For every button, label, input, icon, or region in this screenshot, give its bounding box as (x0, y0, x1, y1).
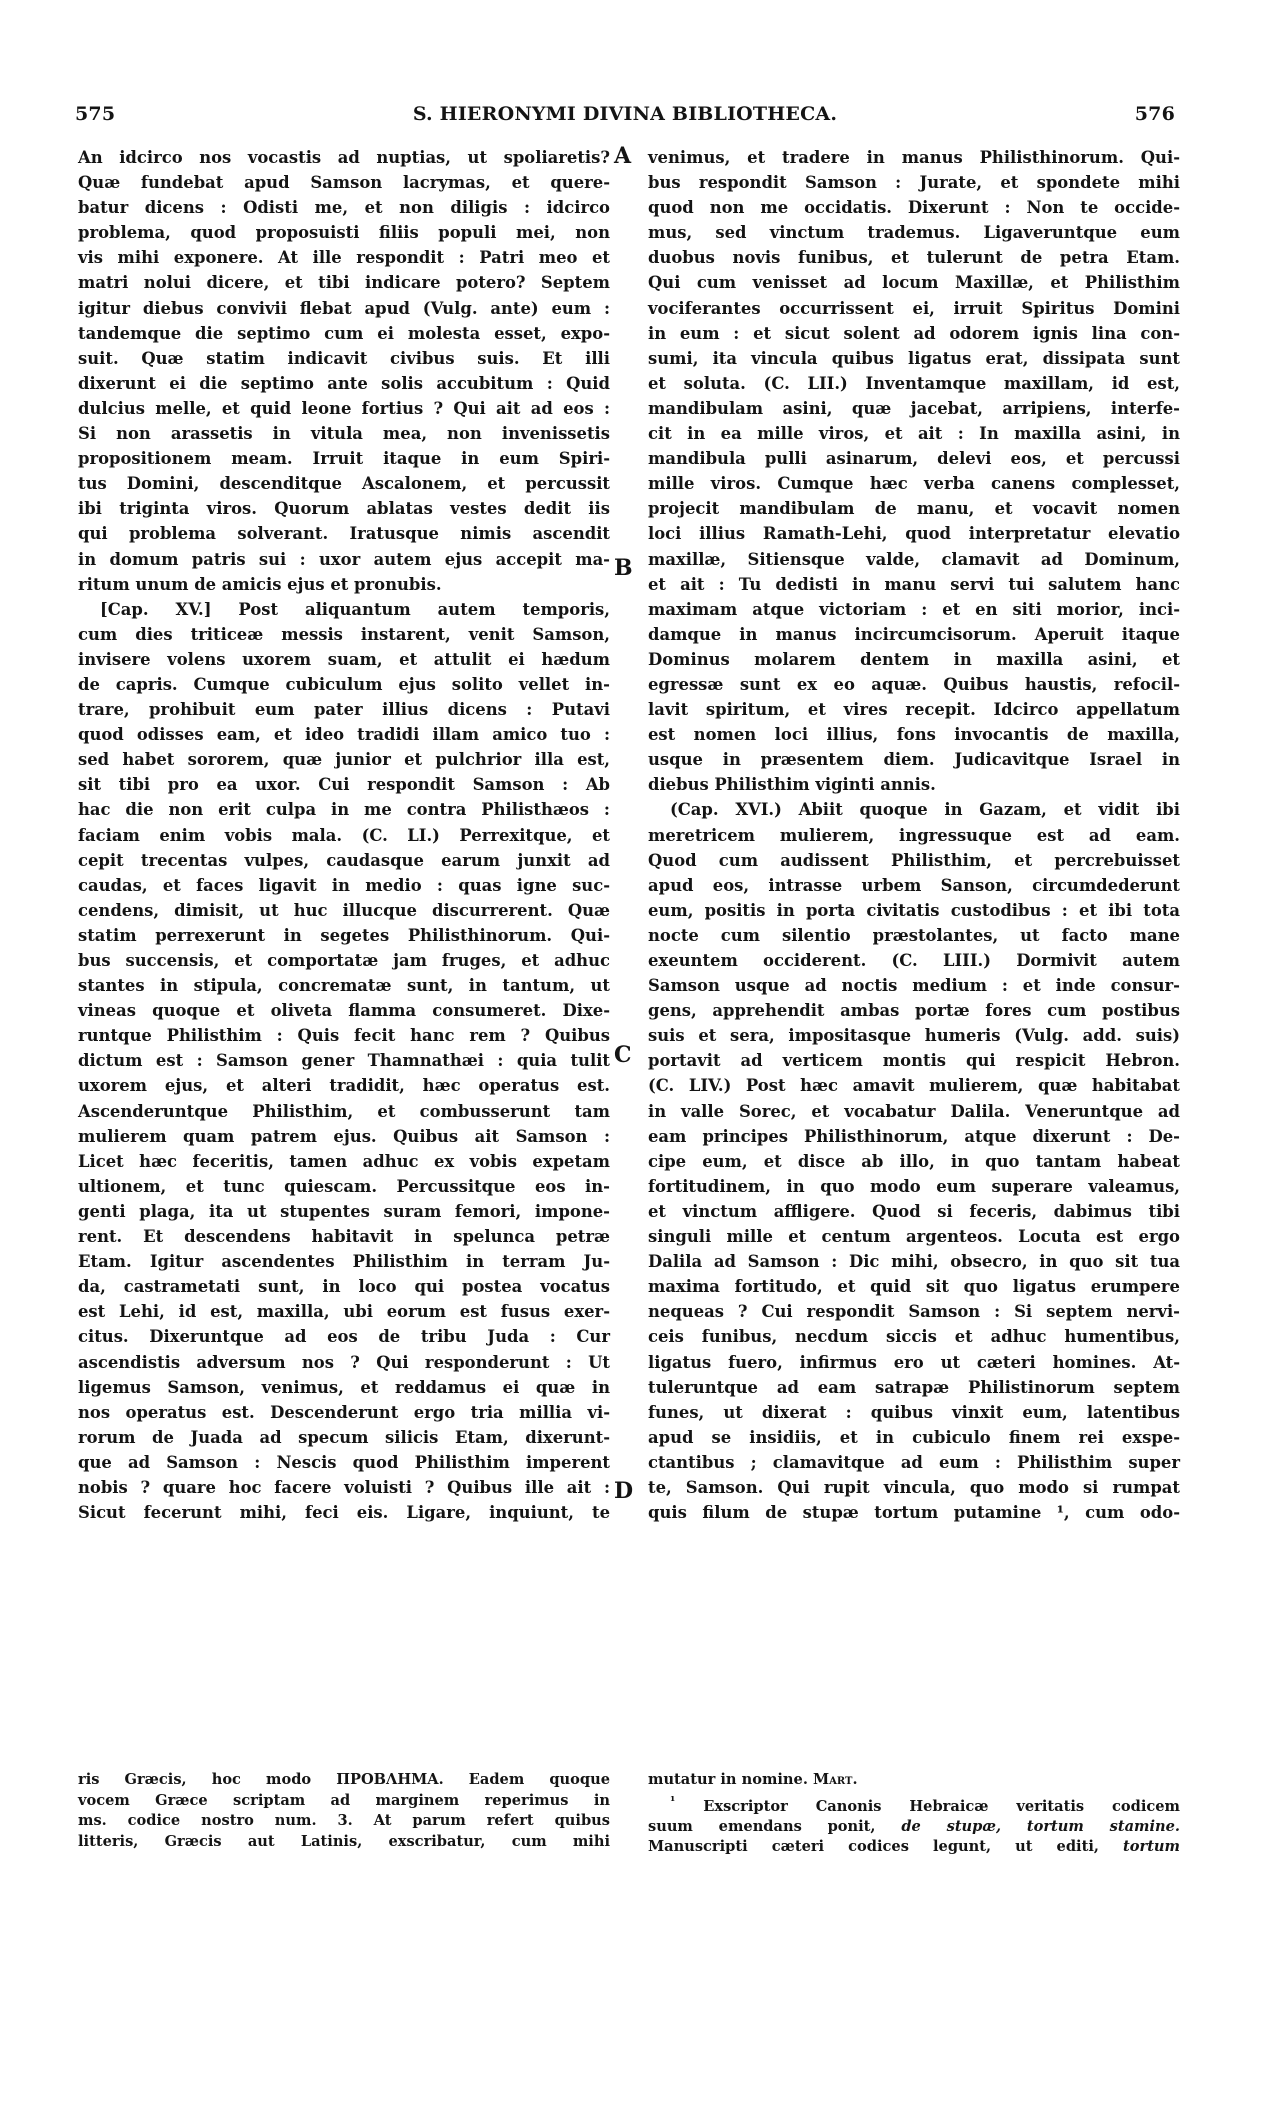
text-line: dixerunt ei die septimo ante solis accubitum : Quid (78, 373, 610, 393)
text-line: Dominus molarem dentem in maxilla asini, et (648, 649, 1180, 669)
text-line: ritum unum de amicis ejus et pronubis. (78, 574, 442, 594)
text-line: in domum patris sui : uxor autem ejus accepit ma- (78, 549, 610, 569)
text-line: nocte cum silentio præstolantes, ut facto mane (648, 925, 1180, 945)
footnote-line: vocem Græce scriptam ad marginem reperimus in (78, 1791, 610, 1809)
text-line: quis filum de stupæ tortum putamine ¹, cum odo- (648, 1503, 1180, 1523)
text-line: cendens, dimisit, ut huc illucque discurrerent. Quæ (78, 900, 610, 920)
text-line: damque in manus incircumcisorum. Aperuit itaque (648, 624, 1180, 644)
footnote-line (648, 1817, 1180, 1838)
text-line: in eum : et sicut solent ad odorem ignis lina con- (648, 323, 1180, 343)
text-line: uxorem ejus, et alteri tradidit, hæc operatus est. (78, 1076, 610, 1096)
text-line: mandibula pulli asinarum, delevi eos, et percussi (648, 449, 1180, 469)
footnote-line (648, 1770, 1180, 1791)
text-line: Si non arassetis in vitula mea, non invenissetis (78, 424, 610, 444)
footnote-marker: ¹ (670, 1793, 676, 1808)
text-line: tus Domini, descenditque Ascalonem, et percussit (78, 474, 610, 494)
text-line: faciam enim vobis mala. (C. LI.) Perrexitque, et (78, 825, 610, 845)
text-line: hac die non erit culpa in me contra Philisthæos : (78, 800, 610, 820)
text-line: singuli mille et centum argenteos. Locuta est ergo (648, 1227, 1180, 1247)
footnote-line (648, 1837, 1180, 1858)
text-line: rorum de Juada ad specum silicis Etam, dixerunt- (78, 1427, 610, 1447)
text-line: An idcirco nos vocastis ad nuptias, ut spoliaretis? (78, 148, 610, 167)
text-line: batur dicens : Odisti me, et non diligis : idcirco (78, 198, 610, 218)
text-line: da, castrametati sunt, in loco qui postea vocatus (78, 1277, 610, 1297)
text-line: Ascenderuntque Philisthim, et combusserunt tam (78, 1101, 610, 1121)
text-line: egressæ sunt ex eo aquæ. Quibus haustis, refocil- (648, 674, 1180, 694)
text-line: vineas quoque et oliveta flamma consumeret. Dixe- (78, 1001, 610, 1021)
text-line: que ad Samson : Nescis quod Philisthim imperent (78, 1452, 610, 1472)
text-line: Qui cum venisset ad locum Maxillæ, et Philisthim (648, 273, 1180, 293)
text-line: tuleruntque ad eam satrapæ Philistinorum septem (648, 1377, 1180, 1397)
text-line: dictum est : Samson gener Thamnathæi : quia tulit (78, 1051, 610, 1071)
text-line: est Lehi, id est, maxilla, ubi eorum est fusus exer- (78, 1302, 610, 1322)
text-line: ultionem, et tunc quiescam. Percussitque eos in- (78, 1176, 610, 1196)
text-line: qui problema solverant. Iratusque nimis ascendit (78, 524, 610, 544)
text-line: duobus novis funibus, et tulerunt de petra Etam. (648, 248, 1180, 268)
page-number-left: 575 (75, 103, 116, 125)
text-line: eum, positis in porta civitatis custodibus : et ibi tota (648, 900, 1180, 920)
footnote-text: Exscriptor Canonis Hebraicæ veritatis codicem (675, 1797, 1180, 1815)
footnotes-left (78, 1770, 610, 1852)
footnote-line: litteris, Græcis aut Latinis, exscribatur, cum mihi (78, 1832, 610, 1850)
margin-marker-c: C (614, 1042, 632, 1068)
text-line: fortitudinem, in quo modo eum superare valeamus, (648, 1176, 1180, 1196)
text-line: mulierem quam patrem ejus. Quibus ait Samson : (78, 1126, 610, 1146)
footnote-line: ris Græcis, hoc modo ΠΡΟΒΛΗΜΑ. Eadem quoque (78, 1771, 610, 1788)
text-line: rent. Et descendens habitavit in spelunca petræ (78, 1227, 610, 1247)
text-line: apud eos, intrasse urbem Sanson, circumdederunt (648, 875, 1180, 895)
footnote-line: ms. codice nostro num. 3. At parum refert quibus (78, 1812, 610, 1829)
text-line: caudas, et faces ligavit in medio : quas igne suc- (78, 875, 610, 895)
text-line: diebus Philisthim viginti annis. (648, 775, 936, 795)
text-line: suit. Quæ statim indicavit civibus suis. Et illi (78, 348, 610, 368)
text-line: sed habet sororem, quæ junior et pulchrior illa est, (78, 750, 610, 770)
text-line: dulcius melle, et quid leone fortius ? Qui ait ad eos : (78, 398, 610, 418)
margin-marker-d: D (614, 1478, 634, 1504)
text-line: invisere volens uxorem suam, et attulit ei hædum (78, 649, 610, 669)
text-line: stantes in stipula, concrematæ sunt, in tantum, ut (78, 976, 610, 996)
running-header (75, 103, 1175, 133)
text-line: loci illius Ramath-Lehi, quod interpretatur elevatio (648, 524, 1180, 544)
text-line: tandemque die septimo cum ei molesta esset, expo- (78, 323, 610, 343)
text-line: cepit trecentas vulpes, caudasque earum junxit ad (78, 850, 610, 870)
text-line: citus. Dixeruntque ad eos de tribu Juda : Cur (78, 1327, 610, 1347)
text-line: Quod cum audissent Philisthim, et percrebuisset (648, 850, 1180, 870)
text-line: propositionem meam. Irruit itaque in eum Spiri- (78, 449, 610, 469)
text-line: Quæ fundebat apud Samson lacrymas, et quere- (78, 173, 610, 193)
margin-marker-b: B (614, 555, 633, 581)
footnote-text: suum emendans ponit, (648, 1817, 902, 1835)
text-line: maximam atque victoriam : et en siti morior, inci- (648, 599, 1180, 619)
text-line: et soluta. (C. LII.) Inventamque maxillam, id est, (648, 373, 1180, 393)
text-line: quod odisses eam, et ideo tradidi illam amico tuo : (78, 725, 610, 745)
text-line: funes, ut dixerat : quibus vinxit eum, latentibus (648, 1402, 1180, 1422)
text-line: Samson usque ad noctis medium : et inde consur- (648, 976, 1180, 996)
text-line: ligemus Samson, venimus, et reddamus ei quæ in (78, 1377, 610, 1397)
text-line: bus respondit Samson : Jurate, et spondete mihi (648, 173, 1180, 193)
text-line: trare, prohibuit eum pater illius dicens : Putavi (78, 700, 610, 720)
text-line: gens, apprehendit ambas portæ fores cum postibus (648, 1001, 1180, 1021)
text-line: vociferantes occurrissent ei, irruit Spiritus Domini (648, 298, 1180, 318)
left-column (78, 145, 610, 1525)
footnotes-right (648, 1770, 1180, 1858)
text-line: venimus, et tradere in manus Philisthinorum. Qui- (648, 148, 1180, 167)
text-line: te, Samson. Qui rupit vincula, quo modo si rumpat (648, 1477, 1180, 1497)
text-line: runtque Philisthim : Quis fecit hanc rem ? Quibus (78, 1026, 610, 1046)
text-line: portavit ad verticem montis qui respicit Hebron. (648, 1051, 1180, 1071)
text-line: Etam. Igitur ascendentes Philisthim in terram Ju- (78, 1252, 610, 1272)
page-number-right: 576 (1134, 103, 1175, 125)
text-line: mandibulam asini, quæ jacebat, arripiens, interfe- (648, 398, 1180, 418)
right-column (648, 145, 1180, 1525)
footnote-author: Mart. (813, 1771, 858, 1788)
chapter-heading-line: (Cap. XVI.) Abiit quoque in Gazam, et vidit ibi (670, 800, 1180, 820)
text-line: lavit spiritum, et vires recepit. Idcirco appellatum (648, 700, 1180, 720)
text-line: mille viros. Cumque hæc verba canens complesset, (648, 474, 1180, 494)
text-line: quod non me occidatis. Dixerunt : Non te occide- (648, 198, 1180, 218)
text-line: usque in præsentem diem. Judicavitque Israel in (648, 750, 1180, 770)
text-line: statim perrexerunt in segetes Philisthinorum. Qui- (78, 925, 610, 945)
text-line: bus succensis, et comportatæ jam fruges, et adhuc (78, 951, 610, 970)
text-line: vis mihi exponere. At ille respondit : Patri meo et (78, 248, 610, 268)
footnote-italic: de stupæ, tortum stamine. (901, 1817, 1180, 1835)
text-line: apud se insidiis, et in cubiculo finem rei exspe- (648, 1427, 1180, 1447)
footnote-text: mutatur in nomine. (648, 1771, 813, 1788)
text-line: (C. LIV.) Post hæc amavit mulierem, quæ habitabat (648, 1076, 1180, 1096)
text-line: est nomen loci illius, fons invocantis de maxilla, (648, 725, 1180, 745)
text-line: projecit mandibulam de manu, et vocavit nomen (648, 499, 1180, 519)
text-line: Licet hæc feceritis, tamen adhuc ex vobis expetam (78, 1151, 610, 1171)
text-line: nequeas ? Cui respondit Samson : Si septem nervi- (648, 1302, 1180, 1322)
text-line: igitur diebus convivii flebat apud (Vulg. ante) eum : (78, 298, 610, 318)
text-line: problema, quod proposuisti filiis populi mei, non (78, 223, 610, 243)
text-line: ascendistis adversum nos ? Qui responderunt : Ut (78, 1352, 610, 1372)
text-line: de capris. Cumque cubiculum ejus solito vellet in- (78, 674, 610, 694)
chapter-heading-line: [Cap. XV.] Post aliquantum autem temporis, (100, 599, 610, 619)
text-line: nos operatus est. Descenderunt ergo tria millia vi- (78, 1402, 610, 1422)
text-line: genti plaga, ita ut stupentes suram femori, impone- (78, 1201, 610, 1221)
text-line: meretricem mulierem, ingressuque est ad eam. (648, 825, 1180, 845)
running-title: S. HIERONYMI DIVINA BIBLIOTHECA. (412, 103, 838, 125)
margin-marker-a: A (614, 143, 632, 169)
text-line: et ait : Tu dedisti in manu servi tui salutem hanc (648, 574, 1180, 594)
text-line: cit in ea mille viros, et ait : In maxilla asini, in (648, 424, 1180, 444)
footnote-line (648, 1791, 1180, 1817)
text-line: Dalila ad Samson : Dic mihi, obsecro, in quo sit tua (648, 1252, 1180, 1272)
text-line: maxima fortitudo, et quid sit quo ligatus erumpere (648, 1277, 1180, 1297)
text-line: cum dies triticeæ messis instarent, venit Samson, (78, 624, 610, 644)
text-line: matri nolui dicere, et tibi indicare potero? Septem (78, 273, 610, 293)
text-line: ligatus fuero, infirmus ero ut cæteri homines. At- (648, 1352, 1180, 1372)
text-line: nobis ? quare hoc facere voluisti ? Quibus ille ait : (78, 1477, 610, 1497)
text-line: maxillæ, Sitiensque valde, clamavit ad Dominum, (648, 549, 1180, 569)
text-line: cipe eum, et disce ab illo, in quo tantam habeat (648, 1151, 1180, 1171)
text-line: Sicut fecerunt mihi, feci eis. Ligare, inquiunt, te (78, 1503, 610, 1523)
footnote-italic: tortum (1123, 1838, 1180, 1856)
text-line: ctantibus ; clamavitque ad eum : Philisthim super (648, 1452, 1180, 1472)
text-line: sit tibi pro ea uxor. Cui respondit Samson : Ab (78, 775, 610, 795)
text-line: ceis funibus, necdum siccis et adhuc humentibus, (648, 1327, 1180, 1347)
text-line: in valle Sorec, et vocabatur Dalila. Veneruntque ad (648, 1101, 1180, 1121)
footnote-text: Manuscripti cæteri codices legunt, ut editi, (648, 1838, 1124, 1856)
text-line: suis et sera, impositasque humeris (Vulg. add. suis) (648, 1026, 1180, 1046)
text-line: exeuntem occiderent. (C. LIII.) Dormivit autem (648, 951, 1180, 970)
text-line: et vinctum affligere. Quod si feceris, dabimus tibi (648, 1201, 1180, 1221)
text-line: sumi, ita vincula quibus ligatus erat, dissipata sunt (648, 348, 1180, 368)
text-line: eam principes Philisthinorum, atque dixerunt : De- (648, 1126, 1180, 1146)
text-line: mus, sed vinctum trademus. Ligaveruntque eum (648, 223, 1180, 243)
text-line: ibi triginta viros. Quorum ablatas vestes dedit iis (78, 499, 610, 519)
